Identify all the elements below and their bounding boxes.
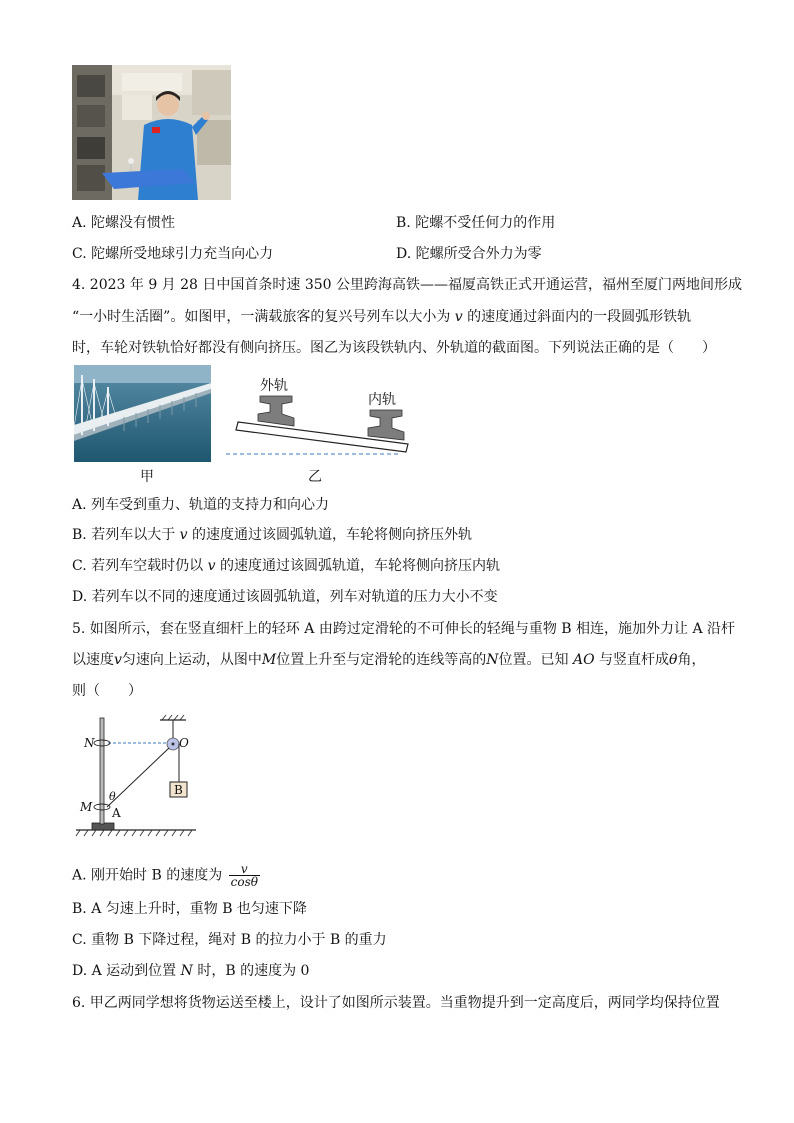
q5-option-b: B. A 匀速上升时，重物 B 也匀速下降	[72, 901, 307, 917]
q3-option-b: B. 陀螺不受任何力的作用	[396, 215, 556, 231]
angle-theta-label: θ	[109, 790, 116, 803]
point-o-label: O	[179, 736, 189, 750]
point-m-label: M	[80, 800, 93, 814]
q4-stem-line1: 4. 2023 年 9 月 28 日中国首条时速 350 公里跨海高铁——福厦高铁正式开通运营，福州至厦门两地间形成	[72, 277, 743, 293]
block-b-label: B	[174, 783, 183, 797]
rail-cross-section-diagram	[222, 370, 422, 490]
q4-stem-line2: “一小时生活圈”。如图甲，一满载旅客的复兴号列车以大小为 v 的速度通过斜面内的一段圆弧形铁轨	[72, 309, 692, 325]
q5-option-a: A. 刚开始时 B 的速度为 $\frac{v}{\cos\theta}$	[72, 862, 258, 889]
q6-stem-line1: 6. 甲乙两同学想将货物运送至楼上，设计了如图所示装置。当重物提升到一定高度后，两同学均保持位置	[72, 995, 720, 1011]
q4-stem-line3: 时，车轮对铁轨恰好都没有侧向挤压。图乙为该段铁轨内、外轨道的截面图。下列说法正确的是（ ）	[72, 340, 716, 356]
inner-rail-label: 内轨	[368, 392, 396, 408]
q3-option-a: A. 陀螺没有惯性	[72, 215, 176, 231]
q4-option-d: D. 若列车以不同的速度通过该圆弧轨道，列车对轨道的压力大小不变	[72, 589, 498, 605]
fig-yi-caption: 乙	[308, 469, 322, 485]
point-n-label: N	[84, 736, 95, 750]
outer-rail-label: 外轨	[260, 378, 288, 394]
q5-option-c: C. 重物 B 下降过程，绳对 B 的拉力小于 B 的重力	[72, 932, 387, 948]
q4-option-b: B. 若列车以大于 v 的速度通过该圆弧轨道，车轮将侧向挤压外轨	[72, 527, 473, 543]
bridge-photo	[74, 365, 211, 462]
astronaut-photo	[72, 65, 231, 200]
pulley-rod-diagram	[74, 712, 204, 842]
q5-option-d: D. A 运动到位置 N 时，B 的速度为 0	[72, 963, 310, 979]
velocity-fraction: $\frac{v}{\cos\theta}$	[230, 862, 258, 889]
fig-jia-caption: 甲	[140, 469, 154, 485]
q5-stem-line1: 5. 如图所示，套在竖直细杆上的轻环 A 由跨过定滑轮的不可伸长的轻绳与重物 B 相连，施加外力让 A 沿杆	[72, 621, 736, 637]
q5-stem-line3: 则（ ）	[72, 683, 142, 699]
q4-option-c: C. 若列车空载时仍以 v 的速度通过该圆弧轨道，车轮将侧向挤压内轨	[72, 558, 500, 574]
q3-option-c: C. 陀螺所受地球引力充当向心力	[72, 246, 274, 262]
q5-stem-line2: 以速度v匀速向上运动，从图中M位置上升至与定滑轮的连线等高的N位置。已知 AO 与竖直杆成θ角，	[72, 652, 706, 668]
ring-a-label: A	[112, 806, 121, 820]
q4-option-a: A. 列车受到重力、轨道的支持力和向心力	[72, 497, 330, 513]
q3-option-d: D. 陀螺所受合外力为零	[396, 246, 542, 262]
